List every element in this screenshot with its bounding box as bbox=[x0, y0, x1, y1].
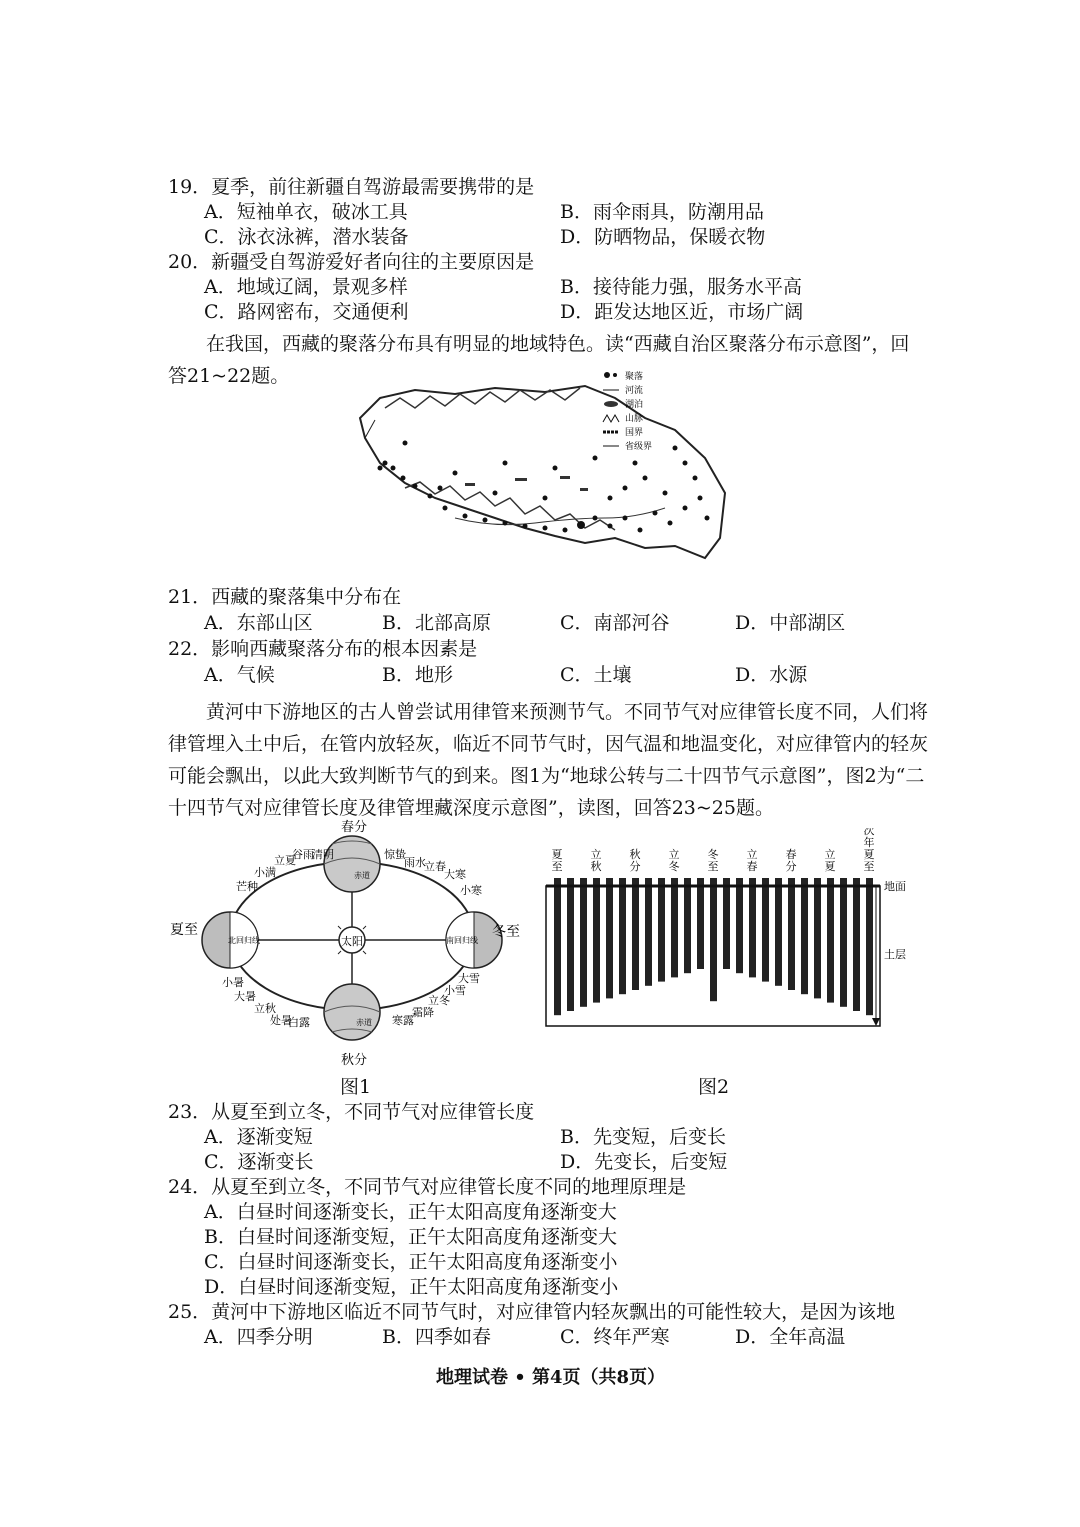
pipe-term-label-char: 次 bbox=[863, 828, 875, 837]
q22-option-b: B．地形 bbox=[382, 664, 453, 686]
pipe-bar bbox=[671, 878, 678, 977]
term-xiaoman: 小满 bbox=[254, 866, 276, 879]
q25-option-d: D．全年高温 bbox=[735, 1326, 846, 1348]
pipe-bar bbox=[567, 878, 574, 1011]
pipe-bar bbox=[801, 878, 808, 994]
pipe-bars bbox=[554, 878, 873, 1015]
q19-option-c: C．泳衣泳裤，潜水装备 bbox=[204, 226, 409, 248]
pipe-term-label-char: 至 bbox=[551, 860, 563, 873]
q20-option-b: B．接待能力强，服务水平高 bbox=[560, 276, 802, 298]
term-lichun: 立春 bbox=[424, 860, 446, 873]
pipe-bar bbox=[749, 878, 756, 977]
pipe-term-label-char: 立 bbox=[590, 848, 602, 861]
legend-lake: 湖泊 bbox=[625, 400, 644, 410]
q25-option-a: A．四季分明 bbox=[204, 1326, 313, 1348]
tibet-settlement-map bbox=[345, 368, 740, 580]
legend-national-border: 国界 bbox=[625, 428, 644, 438]
pipe-term-label-char: 分 bbox=[785, 860, 797, 873]
pipe-term-label-char: 春 bbox=[746, 860, 758, 873]
ground-label: 地面 bbox=[884, 880, 906, 893]
q23-option-c: C．逐渐变长 bbox=[204, 1151, 314, 1173]
question-19-stem: 19．夏季，前往新疆自驾游最需要携带的是 bbox=[168, 176, 535, 198]
pipe-term-label-char: 立 bbox=[746, 848, 758, 861]
soil-label: 土层 bbox=[884, 948, 906, 961]
q24-option-a: A．白昼时间逐渐变长，正午太阳高度角逐渐变大 bbox=[204, 1201, 617, 1223]
label-summer-solstice: 夏至 bbox=[170, 922, 198, 938]
question-21-stem: 21．西藏的聚落集中分布在 bbox=[168, 586, 402, 608]
term-daxue: 大雪 bbox=[458, 972, 480, 985]
pipe-term-label-char: 年 bbox=[863, 836, 875, 849]
term-dashu: 大暑 bbox=[234, 990, 256, 1003]
pipe-bar bbox=[853, 878, 860, 1011]
q20-option-d: D．距发达地区近，市场广阔 bbox=[560, 301, 804, 323]
term-bailu: 白露 bbox=[288, 1016, 310, 1029]
pipe-term-label-char: 秋 bbox=[629, 848, 641, 861]
q22-option-c: C．土壤 bbox=[560, 664, 632, 686]
globe-spring-label: 赤道 bbox=[354, 871, 370, 880]
pipe-bar bbox=[645, 878, 652, 986]
globe-winter-label: 南回归线 bbox=[446, 936, 478, 945]
pipe-term-label-char: 夏 bbox=[551, 848, 563, 861]
pipe-bar bbox=[762, 878, 769, 982]
pipe-term-label-char: 夏 bbox=[824, 860, 836, 873]
pipe-bar bbox=[632, 878, 639, 990]
q23-option-a: A．逐渐变短 bbox=[204, 1126, 313, 1148]
pipe-bar bbox=[684, 878, 691, 973]
pipe-term-label-char: 立 bbox=[668, 848, 680, 861]
globe-autumn bbox=[324, 984, 380, 1040]
question-25-stem: 25．黄河中下游地区临近不同节气时，对应律管内轻灰飘出的可能性较大，是因为该地 bbox=[168, 1301, 896, 1323]
pipe-bar bbox=[814, 878, 821, 998]
pipe-bar bbox=[840, 878, 847, 1007]
q19-option-b: B．雨伞雨具，防潮用品 bbox=[560, 201, 764, 223]
q19-option-d: D．防晒物品，保暖衣物 bbox=[560, 226, 766, 248]
q21-option-d: D．中部湖区 bbox=[735, 612, 846, 634]
pipe-bar bbox=[736, 878, 743, 973]
term-lixia: 立夏 bbox=[274, 854, 296, 867]
legend-mountain: 山脉 bbox=[625, 414, 644, 424]
pipe-term-label-char: 立 bbox=[824, 848, 836, 861]
label-autumn-equinox: 秋分 bbox=[340, 1053, 368, 1068]
figure-2-caption: 图2 bbox=[698, 1076, 730, 1098]
figure-1-caption: 图1 bbox=[340, 1076, 372, 1098]
term-mangzhong: 芒种 bbox=[236, 880, 258, 893]
globe-summer-label: 北回归线 bbox=[228, 936, 260, 945]
term-qingming: 清明 bbox=[312, 848, 334, 861]
globe-spring bbox=[324, 836, 380, 892]
term-jingzhe: 惊蛰 bbox=[384, 848, 406, 861]
pipe-bar bbox=[775, 878, 782, 986]
pipe-bar bbox=[593, 878, 600, 1003]
q21-option-c: C．南部河谷 bbox=[560, 612, 670, 634]
q24-option-b: B．白昼时间逐渐变短，正午太阳高度角逐渐变大 bbox=[204, 1226, 617, 1248]
q24-option-c: C．白昼时间逐渐变长，正午太阳高度角逐渐变小 bbox=[204, 1251, 618, 1273]
term-xiaoxue: 小雪 bbox=[444, 984, 466, 997]
pipe-bar bbox=[827, 878, 834, 1003]
river-yarlung bbox=[455, 508, 665, 525]
term-liqiu: 立秋 bbox=[254, 1002, 276, 1015]
q20-option-a: A．地域辽阔，景观多样 bbox=[204, 276, 408, 298]
pipe-bar bbox=[554, 878, 561, 1015]
term-dahan: 大寒 bbox=[444, 868, 466, 881]
globe-winter bbox=[446, 912, 502, 968]
label-spring-equinox: 春分 bbox=[340, 820, 368, 835]
q23-option-d: D．先变长，后变短 bbox=[560, 1151, 728, 1173]
pipe-bar bbox=[866, 878, 873, 1015]
q24-option-d: D．白昼时间逐渐变短，正午太阳高度角逐渐变小 bbox=[204, 1276, 619, 1298]
pipe-bar bbox=[606, 878, 613, 998]
map-legend bbox=[603, 370, 652, 452]
q23-option-b: B．先变短，后变长 bbox=[560, 1126, 726, 1148]
pipe-bar bbox=[710, 878, 717, 1001]
legend-provincial-border: 省级界 bbox=[625, 442, 653, 452]
q25-option-c: C．终年严寒 bbox=[560, 1326, 670, 1348]
label-winter-solstice: 冬至 bbox=[492, 924, 520, 940]
q20-option-c: C．路网密布，交通便利 bbox=[204, 301, 409, 323]
q19-option-a: A．短袖单衣，破冰工具 bbox=[204, 201, 408, 223]
question-23-stem: 23．从夏至到立冬，不同节气对应律管长度 bbox=[168, 1101, 535, 1123]
figure-2-pipes bbox=[540, 828, 920, 1034]
passage-tibet: 在我国，西藏的聚落分布具有明显的地域特色。读“西藏自治区聚落分布示意图”，回答21~22题。 bbox=[168, 333, 910, 387]
term-shuangjiang: 霜降 bbox=[412, 1006, 434, 1019]
passage-pitch-pipe: 黄河中下游地区的古人曾尝试用律管来预测节气。不同节气对应律管长度不同，人们将律管埋入土中后，在管内放轻灰，临近不同节气时，因气温和地温变化，对应律管内的轻灰可能会飘出，以此大致判断节气的到来。图1为“地球公转与二十四节气示意图”，图2为“二十四节气对应律管长度及律管埋藏深度示意图”，读图，回答23~25题。 bbox=[168, 701, 929, 819]
q22-option-d: D．水源 bbox=[735, 664, 808, 686]
pipe-term-label-char: 夏 bbox=[863, 848, 875, 861]
page-footer: 地理试卷 • 第4页（共8页） bbox=[436, 1367, 666, 1388]
question-24-stem: 24．从夏至到立冬，不同节气对应律管长度不同的地理原理是 bbox=[168, 1176, 687, 1198]
term-lidong: 立冬 bbox=[428, 994, 450, 1007]
pipe-bar bbox=[697, 878, 704, 969]
q21-option-a: A．东部山区 bbox=[204, 612, 313, 634]
q21-option-b: B．北部高原 bbox=[382, 612, 491, 634]
pipe-bar bbox=[619, 878, 626, 994]
pipe-term-label-char: 冬 bbox=[668, 860, 680, 873]
pipe-term-label-char: 分 bbox=[629, 860, 641, 873]
legend-settlement: 聚落 bbox=[625, 372, 644, 382]
pipe-bar bbox=[658, 878, 665, 982]
settlement-dots bbox=[378, 441, 710, 533]
question-22-stem: 22．影响西藏聚落分布的根本因素是 bbox=[168, 638, 478, 660]
term-chushu: 处暑 bbox=[270, 1014, 292, 1027]
globe-summer bbox=[202, 912, 260, 968]
pipe-term-label-char: 春 bbox=[785, 848, 797, 861]
term-hanlu: 寒露 bbox=[392, 1014, 414, 1027]
pipe-term-label-char: 至 bbox=[707, 860, 719, 873]
pipe-term-label-char: 至 bbox=[863, 860, 875, 873]
pipe-bar bbox=[788, 878, 795, 990]
term-guyu: 谷雨 bbox=[292, 848, 314, 861]
question-20-stem: 20．新疆受自驾游爱好者向往的主要原因是 bbox=[168, 251, 535, 273]
term-xiaohan: 小寒 bbox=[460, 884, 482, 897]
pipe-term-label-char: 冬 bbox=[707, 848, 719, 861]
figure-1-orbit bbox=[162, 818, 532, 1070]
term-xiaoshu: 小暑 bbox=[222, 976, 244, 989]
globe-autumn-label: 赤道 bbox=[356, 1018, 372, 1027]
tibet-outline bbox=[360, 386, 725, 558]
q22-option-a: A．气候 bbox=[204, 664, 275, 686]
lakes bbox=[465, 476, 588, 491]
legend-river: 河流 bbox=[625, 386, 644, 396]
pipe-term-label-char: 秋 bbox=[590, 860, 602, 873]
sun-label: 太阳 bbox=[341, 935, 363, 948]
term-yushui: 雨水 bbox=[404, 856, 426, 869]
pipe-bar bbox=[723, 878, 730, 969]
pipe-bar bbox=[580, 878, 587, 1007]
q25-option-b: B．四季如春 bbox=[382, 1326, 491, 1348]
